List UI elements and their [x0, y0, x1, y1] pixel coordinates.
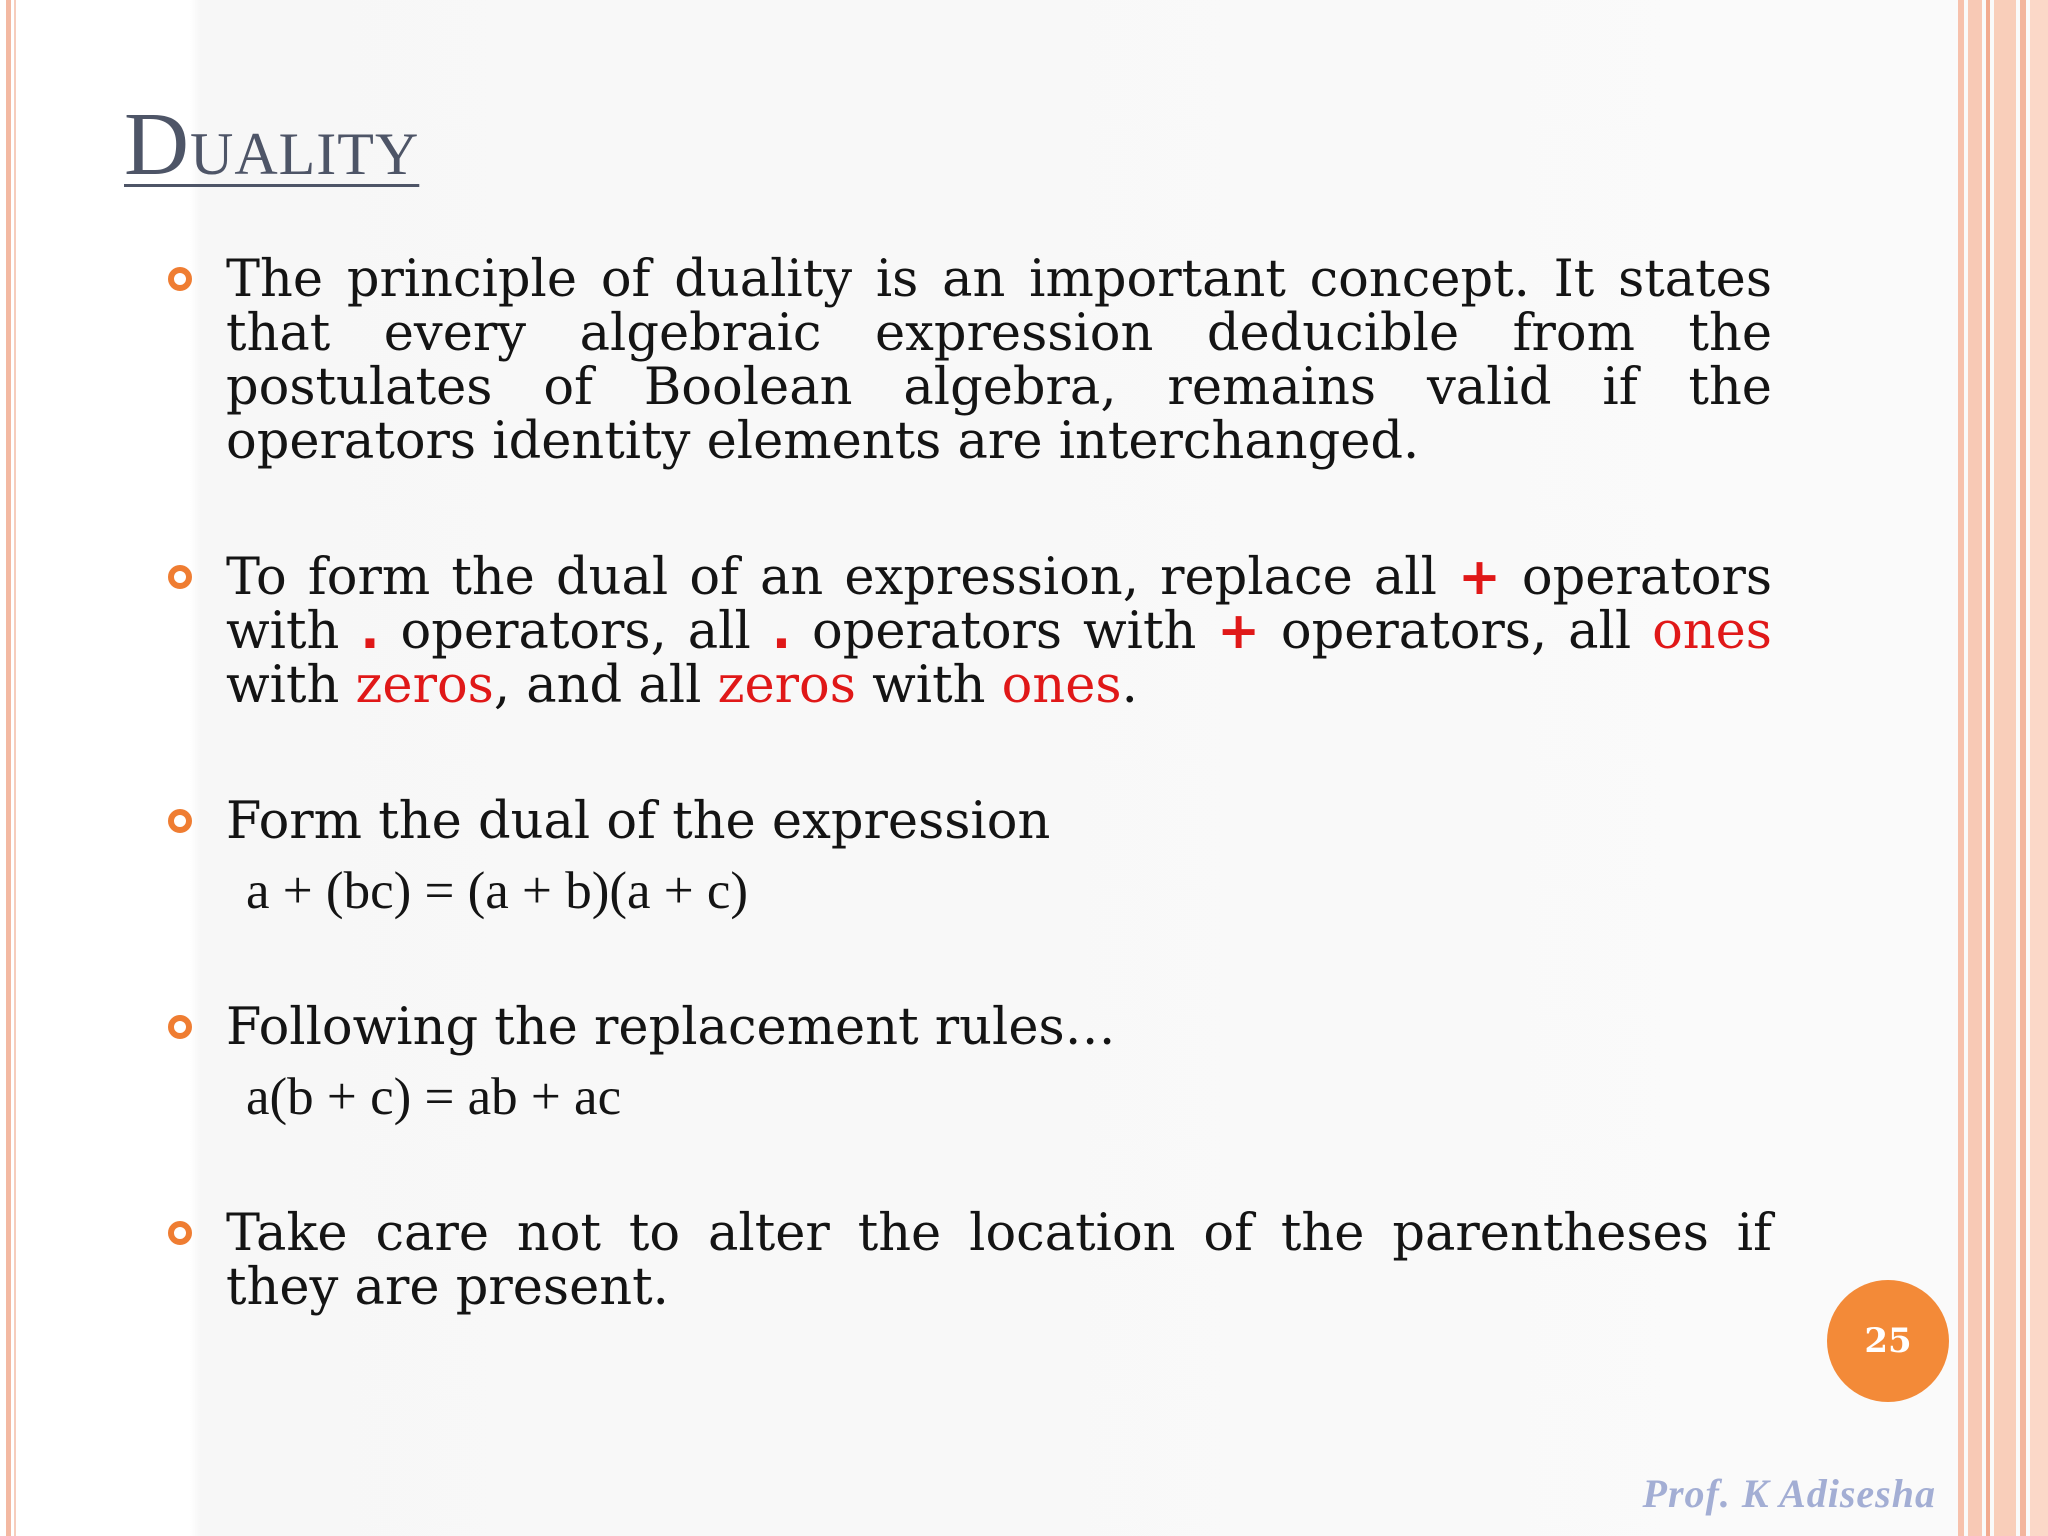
slide-title — [124, 95, 420, 194]
hollow-circle-bullet-icon — [168, 267, 192, 291]
bullet-form-dual-rules — [160, 548, 1772, 715]
bullet-parentheses-note — [160, 1204, 1772, 1317]
left-edge-stripe-thin — [14, 0, 16, 1536]
bullet-text-part: operators with — [226, 548, 1772, 661]
right-edge-band — [2030, 0, 2048, 1536]
bullet-text: Following the replacement rules… — [226, 998, 1116, 1057]
page-number-badge: 25 — [1827, 1280, 1949, 1402]
bullet-text-part: To form the dual of an expression, replace all — [226, 548, 1459, 607]
hollow-circle-bullet-icon — [168, 1015, 192, 1039]
bullet-text-part: with — [855, 656, 1002, 715]
bullet-text: Form the dual of the expression — [226, 792, 1051, 851]
example-expression: a + (bc) = (a + b)(a + c) — [246, 862, 749, 920]
bullet-list — [160, 250, 1772, 1317]
right-edge-band — [2020, 0, 2026, 1536]
bullet-text-part: , and all — [493, 656, 718, 715]
hollow-circle-bullet-icon — [168, 809, 192, 833]
zeros-highlight: zeros — [355, 656, 494, 715]
ones-highlight: ones — [1001, 656, 1122, 715]
dual-expression: a(b + c) = ab + ac — [246, 1068, 622, 1126]
hollow-circle-bullet-icon — [168, 1221, 192, 1245]
bullet-text-part: operators with — [791, 602, 1218, 661]
dot-operator-highlight: . — [360, 602, 380, 661]
right-edge-band — [1968, 0, 1982, 1536]
bullet-replacement-result — [160, 998, 1772, 1126]
bullet-text: The principle of duality is an important concept. It states that every algebraic expression deducible from the postulates of Boolean algebra, remains valid if the operators identity elements are interchanged. — [226, 250, 1772, 471]
right-edge-band — [1994, 0, 2016, 1536]
title-initial: D — [124, 95, 190, 194]
bullet-text-part: operators, all — [379, 602, 772, 661]
bullet-text-part: . — [1121, 656, 1138, 715]
hollow-circle-bullet-icon — [168, 565, 192, 589]
bullet-form-dual-example — [160, 792, 1772, 920]
title-rest: UALITY — [190, 121, 420, 187]
bullet-duality-principle — [160, 250, 1772, 471]
bullet-text-part: with — [226, 656, 356, 715]
dot-operator-highlight: . — [771, 602, 792, 661]
zeros-highlight: zeros — [717, 656, 856, 715]
right-edge-band — [1986, 0, 1990, 1536]
bullet-text-part: operators, all — [1259, 602, 1653, 661]
plus-operator-highlight: + — [1458, 548, 1501, 607]
author-footer: Prof. K Adisesha — [1642, 1471, 1936, 1516]
right-edge-band — [1958, 0, 1964, 1536]
ones-highlight: ones — [1652, 602, 1772, 661]
plus-operator-highlight: + — [1217, 602, 1260, 661]
bullet-text: Take care not to alter the location of the parentheses if they are present. — [226, 1204, 1772, 1317]
left-edge-stripe — [6, 0, 11, 1536]
